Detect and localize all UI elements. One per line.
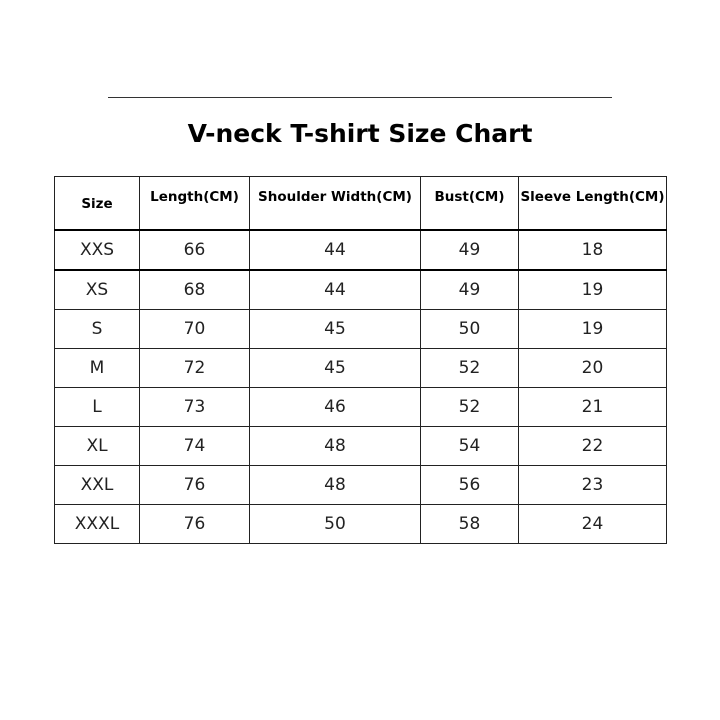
cell-sleeve-length: 19 — [519, 270, 667, 310]
cell-sleeve-length: 22 — [519, 427, 667, 466]
cell-length: 76 — [140, 466, 250, 505]
cell-shoulder-width: 50 — [250, 505, 421, 544]
cell-bust: 52 — [421, 349, 519, 388]
cell-length: 70 — [140, 310, 250, 349]
cell-size: XXS — [55, 230, 140, 270]
table-row — [55, 427, 667, 466]
table-row — [55, 505, 667, 544]
cell-bust: 54 — [421, 427, 519, 466]
cell-size: XXXL — [55, 505, 140, 544]
cell-size: M — [55, 349, 140, 388]
cell-sleeve-length: 24 — [519, 505, 667, 544]
cell-size: XL — [55, 427, 140, 466]
cell-shoulder-width: 45 — [250, 310, 421, 349]
table-row — [55, 349, 667, 388]
cell-size: XXL — [55, 466, 140, 505]
cell-shoulder-width: 44 — [250, 270, 421, 310]
cell-shoulder-width: 46 — [250, 388, 421, 427]
cell-length: 73 — [140, 388, 250, 427]
cell-size: XS — [55, 270, 140, 310]
header-shoulder-width: Shoulder Width(CM) — [250, 177, 421, 231]
cell-length: 72 — [140, 349, 250, 388]
page-title: V-neck T-shirt Size Chart — [187, 119, 533, 148]
cell-length: 66 — [140, 230, 250, 270]
cell-shoulder-width: 44 — [250, 230, 421, 270]
size-chart-table — [54, 176, 667, 544]
table-row — [55, 466, 667, 505]
cell-sleeve-length: 18 — [519, 230, 667, 270]
cell-bust: 49 — [421, 230, 519, 270]
table-header-row — [55, 177, 667, 231]
table-row — [55, 270, 667, 310]
cell-shoulder-width: 48 — [250, 466, 421, 505]
cell-sleeve-length: 20 — [519, 349, 667, 388]
cell-size: L — [55, 388, 140, 427]
cell-sleeve-length: 23 — [519, 466, 667, 505]
cell-bust: 58 — [421, 505, 519, 544]
header-bust: Bust(CM) — [421, 177, 519, 231]
cell-bust: 52 — [421, 388, 519, 427]
table-row — [55, 230, 667, 270]
cell-bust: 56 — [421, 466, 519, 505]
header-sleeve-length: Sleeve Length(CM) — [519, 177, 667, 231]
cell-bust: 49 — [421, 270, 519, 310]
cell-shoulder-width: 48 — [250, 427, 421, 466]
cell-bust: 50 — [421, 310, 519, 349]
header-length: Length(CM) — [140, 177, 250, 231]
cell-shoulder-width: 45 — [250, 349, 421, 388]
top-divider — [108, 97, 612, 98]
cell-size: S — [55, 310, 140, 349]
header-size: Size — [55, 177, 140, 231]
cell-length: 68 — [140, 270, 250, 310]
cell-sleeve-length: 19 — [519, 310, 667, 349]
cell-length: 76 — [140, 505, 250, 544]
cell-length: 74 — [140, 427, 250, 466]
table-row — [55, 310, 667, 349]
cell-sleeve-length: 21 — [519, 388, 667, 427]
table-row — [55, 388, 667, 427]
